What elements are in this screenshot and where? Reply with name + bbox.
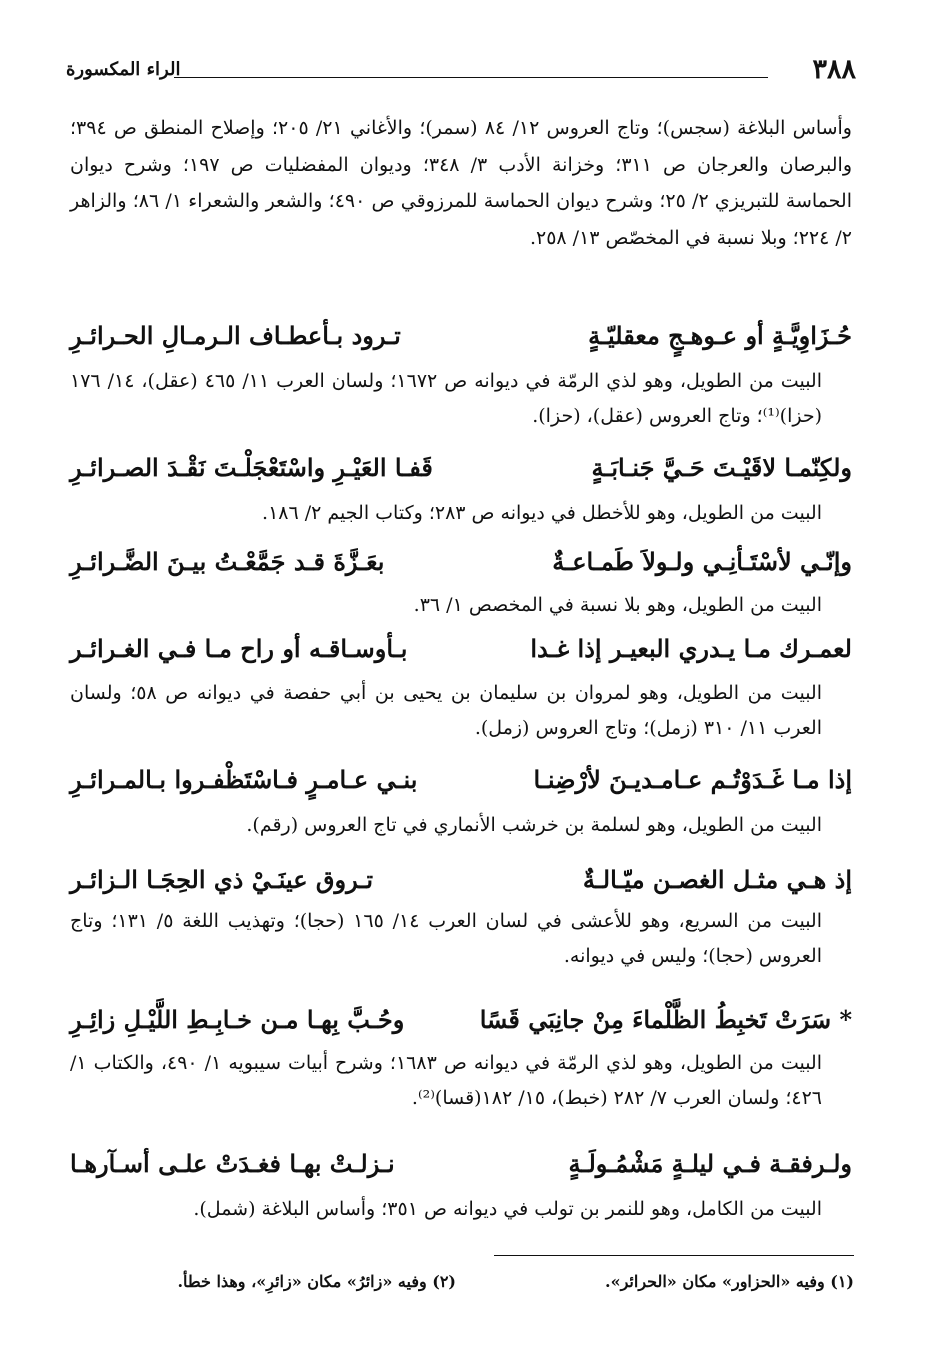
verse-hemistich-second: وحُـبَّ بِهـا مـن خـابِـطِ اللَّيْـلِ زائِـرِ: [70, 1005, 405, 1034]
verse-source: البيت من الطويل، وهو لمروان بن سليمان بن يحيى بن أبي حفصة في ديوانه ص ٥٨؛ ولسان العرب ١١/ ٣١٠ (زمل)؛ وتاج العروس (زمل).: [70, 682, 822, 739]
page-number: ٣٨٨: [812, 54, 856, 85]
verse-line: [70, 314, 852, 358]
verse-source: البيت من الطويل، وهو لذي الرمّة في ديوانه ص ١٦٧٢؛ ولسان العرب ١١/ ٤٦٥ (عقل)، ١٤/ ١٧٦ (حزا)⁽¹⁾؛ وتاج العروس (عقل)، (حزا).: [70, 370, 822, 427]
verse-hemistich-first: إذ هـي مثـل الغصـن ميّـالـةٌ: [582, 865, 852, 894]
footnote: (١) وفيه «الحزاور» مكان «الحرائر».: [605, 1272, 854, 1291]
verse-line: [70, 446, 852, 490]
page-header: [66, 54, 856, 88]
verse-source: البيت من الطويل، وهو لسلمة بن خرشب الأنماري في تاج العروس (رقم).: [246, 814, 822, 836]
verse-hemistich-first: حُـزَاوِيَّـةٍ أو عـوهـجٍ معقليّـةٍ: [588, 321, 852, 350]
verse-hemistich-second: نـزلـتْ بهـا فغـدَتْ علـى أسـآرهـا: [70, 1149, 395, 1178]
verse-hemistich-second: بـأوسـاقـه أو راح مـا فـي الغـرائـر: [70, 634, 408, 663]
verse-hemistich-second: بنـي عـامـرٍ فـاسْتَظْفـروا بـالمـرائـرِ: [70, 765, 418, 794]
verse-hemistich-first: ولـرفقـة فـي ليلـةٍ مَشْمُـولَـةٍ: [568, 1149, 852, 1178]
verse-line: [70, 627, 852, 671]
verse-hemistich-first: * سَرَتْ تَخبِطُ الظَّلْماءَ مِنْ جانِبَي قَسًا: [479, 1005, 852, 1034]
verse-hemistich-second: تـرود بـأعطـاف الـرمـالِ الحـرائـرِ: [70, 321, 401, 350]
verse-hemistich-first: ولكِنّمـا لاقَيْـتَ حَـيَّ جَنـابَـةٍ: [591, 453, 852, 482]
verse-source: البيت من الكامل، وهو للنمر بن تولب في ديوانه ص ٣٥١؛ وأساس البلاغة (شمل).: [193, 1198, 822, 1220]
footnote: (٢) وفيه «زائرُ» مكان «زائرِ»، وهذا خطأ.: [177, 1272, 456, 1291]
verse-hemistich-second: بعَـزَّةَ قـد جَمَّعْـتُ بيـنَ الضَّـرائـرِ: [70, 547, 385, 576]
verse-hemistich-second: تـروق عينَـيْ ذي الحِجَـا الـزائـر: [70, 865, 374, 894]
running-title: الراء المكسورة: [66, 59, 181, 80]
verse-source: البيت من الطويل، وهو بلا نسبة في المخصص ١/ ٣٦.: [413, 594, 822, 616]
verse-line: [70, 858, 852, 902]
verse-hemistich-first: إذا مـا غَـدَوْتُـم عـامـديـنَ لأرْضِنـا: [533, 765, 852, 794]
verse-hemistich-second: قَفـا العَيْـرِ واسْتَعْجَلْـتَ نَقْـدَ الصـرائـرِ: [70, 453, 433, 482]
verse-hemistich-first: لعمـرك مـا يـدري البعيـر إذا غـدا: [530, 634, 852, 663]
verse-source: البيت من السريع، وهو للأعشى في لسان العرب ١٤/ ١٦٥ (حجا)؛ وتهذيب اللغة ٥/ ١٣١؛ وتاج العروس (حجا)؛ وليس في ديوانه.: [70, 910, 822, 967]
verse-line: [70, 540, 852, 584]
intro-notes: وأساس البلاغة (سجس)؛ وتاج العروس ١٢/ ٨٤ (سمر)؛ والأغاني ٢١/ ٢٠٥؛ وإصلاح المنطق ص ٣٩٤؛ والبرصان والعرجان ص ٣١١؛ وخزانة الأدب ٣/ ٣٤٨؛ وديوان المفضليات ص ١٩٧؛ وشرح ديوان الحماسة للتبريزي ٢/ ٢٥؛ وشرح ديوان الحماسة للمرزوقي ص ٤٩٠؛ والشعر والشعراء ١/ ٨٦؛ والزاهر ٢/ ٢٢٤؛ وبلا نسبة في المخصّص ١٣/ ٢٥٨.: [70, 117, 852, 249]
verse-source: البيت من الطويل، وهو للأخطل في ديوانه ص ٢٨٣؛ وكتاب الجيم ٢/ ١٨٦.: [262, 502, 822, 524]
footnote-rule: [494, 1255, 854, 1256]
verse-line: [70, 758, 852, 802]
verse-hemistich-first: وإنّـي لأسْتَـأنِـي ولـولاَ طَمـاعـةٌ: [552, 547, 852, 576]
verse-line: [70, 1142, 852, 1186]
header-rule: [174, 77, 768, 78]
verse-line: [70, 998, 852, 1042]
verse-source: البيت من الطويل، وهو لذي الرمّة في ديوانه ص ١٦٨٣؛ وشرح أبيات سيبويه ١/ ٤٩٠، والكتاب ١/ ٤٢٦؛ ولسان العرب ٧/ ٢٨٢ (خبط)، ١٥/ ١٨٢(قسا)⁽²⁾.: [70, 1052, 823, 1109]
